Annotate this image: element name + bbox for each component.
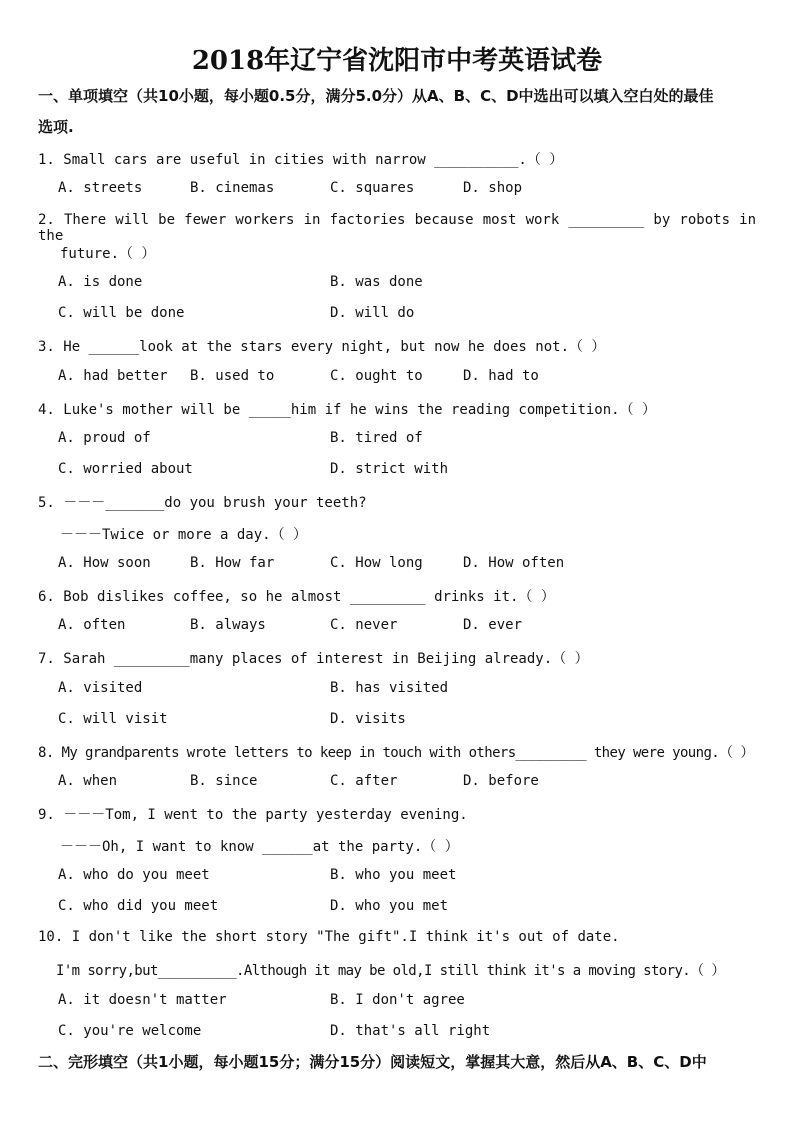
question-3: 3. He ______look at the stars every night, but now he does not.（ ） (38, 339, 606, 355)
q10-option-b: B. I don't agree (330, 992, 465, 1008)
q9-option-b: B. who you meet (330, 867, 457, 883)
question-10-cont: I'm sorry,but__________.Although it may be old,I still think it's a moving story.（ ） (56, 963, 725, 979)
q3-option-b: B. used to (190, 368, 275, 384)
question-10: 10. I don't like the short story "The gift".I think it's out of date. (38, 929, 620, 945)
q6-option-b: B. always (190, 617, 266, 633)
q5-option-d: D. How often (463, 555, 565, 571)
q2-option-a: A. is done (58, 274, 143, 290)
q10-option-d: D. that's all right (330, 1023, 491, 1039)
q5-option-b: B. How far (190, 555, 275, 571)
exam-title: 2018年辽宁省沈阳市中考英语试卷 (191, 46, 603, 76)
q9-option-c: C. who did you meet (58, 898, 219, 914)
question-4: 4. Luke's mother will be _____him if he wins the reading competition.（ ） (38, 402, 657, 418)
q8-option-d: D. before (463, 773, 539, 789)
section-2-heading (38, 1047, 758, 1078)
q6-option-a: A. often (58, 617, 126, 633)
question-7: 7. Sarah _________many places of interest in Beijing already.（ ） (38, 651, 589, 667)
question-5: 5. －－－_______do you brush your teeth? (38, 495, 367, 511)
section-1-line-1: 一、单项填空（共10小题，每小题0.5分，满分5.0分）从A、B、C、D中选出可以填入空白处的最佳 (38, 87, 714, 105)
q9-option-a: A. who do you meet (58, 867, 210, 883)
q2-option-b: B. was done (330, 274, 423, 290)
q7-option-a: A. visited (58, 680, 143, 696)
question-6: 6. Bob dislikes coffee, so he almost _________ drinks it.（ ） (38, 589, 555, 605)
section-1-line-2: 选项. (38, 118, 74, 136)
q8-option-a: A. when (58, 773, 118, 789)
q1-option-b: B. cinemas (190, 180, 275, 196)
q3-option-a: A. had better (58, 368, 168, 384)
q3-option-c: C. ought to (330, 368, 423, 384)
q5-option-c: C. How long (330, 555, 423, 571)
q8-option-c: C. after (330, 773, 398, 789)
question-9-cont: －－－Oh, I want to know ______at the party.（ ） (60, 839, 459, 855)
q8-option-b: B. since (190, 773, 258, 789)
q2-option-d: D. will do (330, 305, 415, 321)
q7-option-d: D. visits (330, 711, 406, 727)
q6-option-d: D. ever (463, 617, 523, 633)
q6-option-c: C. never (330, 617, 398, 633)
q7-option-b: B. has visited (330, 680, 449, 696)
question-2: 2. There will be fewer workers in factories because most work _________ by robots in the (38, 212, 756, 244)
q1-option-a: A. streets (58, 180, 143, 196)
q2-option-c: C. will be done (58, 305, 185, 321)
q9-option-d: D. who you met (330, 898, 449, 914)
q5-option-a: A. How soon (58, 555, 151, 571)
section-1-heading (38, 81, 758, 143)
section-2-line-1: 二、完形填空（共1小题，每小题15分；满分15分）阅读短文，掌握其大意，然后从A、B、C、D中 (38, 1053, 707, 1071)
question-5-cont: －－－Twice or more a day.（ ） (60, 527, 308, 543)
q1-option-d: D. shop (463, 180, 523, 196)
q4-option-c: C. worried about (58, 461, 193, 477)
q10-option-c: C. you're welcome (58, 1023, 202, 1039)
question-9: 9. －－－Tom, I went to the party yesterday evening. (38, 807, 468, 823)
q4-option-d: D. strict with (330, 461, 449, 477)
question-2-cont: future.（ ） (60, 246, 156, 262)
q3-option-d: D. had to (463, 368, 539, 384)
q4-option-b: B. tired of (330, 430, 423, 446)
q7-option-c: C. will visit (58, 711, 168, 727)
question-1: 1. Small cars are useful in cities with narrow __________.（ ） (38, 152, 564, 168)
question-8: 8. My grandparents wrote letters to keep in touch with others_________ they were young.（ ） (38, 745, 754, 761)
q4-option-a: A. proud of (58, 430, 151, 446)
q10-option-a: A. it doesn't matter (58, 992, 227, 1008)
q1-option-c: C. squares (330, 180, 415, 196)
